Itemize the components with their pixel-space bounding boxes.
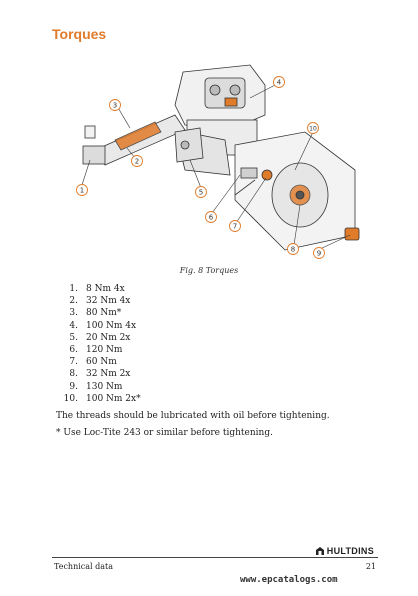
list-item: 9. 130 Nm	[69, 381, 123, 392]
list-item: 7. 60 Nm	[69, 357, 117, 368]
callout-label: 4	[276, 78, 282, 87]
callout-label: 9	[316, 249, 322, 258]
callout-label: 1	[79, 186, 85, 195]
list-item: 8. 32 Nm 2x	[69, 369, 131, 380]
motor-block	[175, 128, 203, 162]
page-number: 21	[365, 562, 376, 571]
figure-caption: Fig. 8 Torques	[179, 266, 239, 275]
callout-label: 10	[309, 125, 317, 133]
list-item: 2. 32 Nm 4x	[69, 296, 131, 307]
list-item: 1. 8 Nm 4x	[69, 284, 125, 294]
footer-section: Technical data	[54, 562, 114, 571]
callout-label: 3	[112, 101, 118, 110]
list-item: 4. 100 Nm 4x	[69, 320, 137, 331]
callout-label: 7	[232, 222, 238, 231]
torque-list	[60, 283, 141, 405]
callout-label: 8	[290, 245, 296, 254]
page-title: Torques	[52, 26, 107, 42]
list-item: 6. 120 Nm	[69, 345, 123, 356]
edge-fade	[404, 505, 418, 570]
hultdins-logo-icon	[315, 547, 325, 555]
watermark: www.epcatalogs.com	[240, 575, 338, 585]
footer-divider	[52, 557, 378, 558]
callout-label: 6	[208, 213, 214, 222]
saw-unit	[232, 132, 359, 250]
brand-logo: HULTDINS	[315, 546, 374, 556]
callout-label: 2	[134, 157, 140, 166]
list-item: 3. 80 Nm*	[69, 308, 122, 319]
loctite-note: * Use Loc-Tite 243 or similar before tightening.	[56, 428, 273, 438]
callout-label: 5	[198, 188, 204, 197]
list-item: 10. 100 Nm 2x*	[63, 393, 141, 404]
list-item: 5. 20 Nm 2x	[69, 332, 131, 343]
lubrication-note: The threads should be lubricated with oil before tightening.	[56, 411, 330, 421]
torques-figure	[55, 60, 375, 265]
